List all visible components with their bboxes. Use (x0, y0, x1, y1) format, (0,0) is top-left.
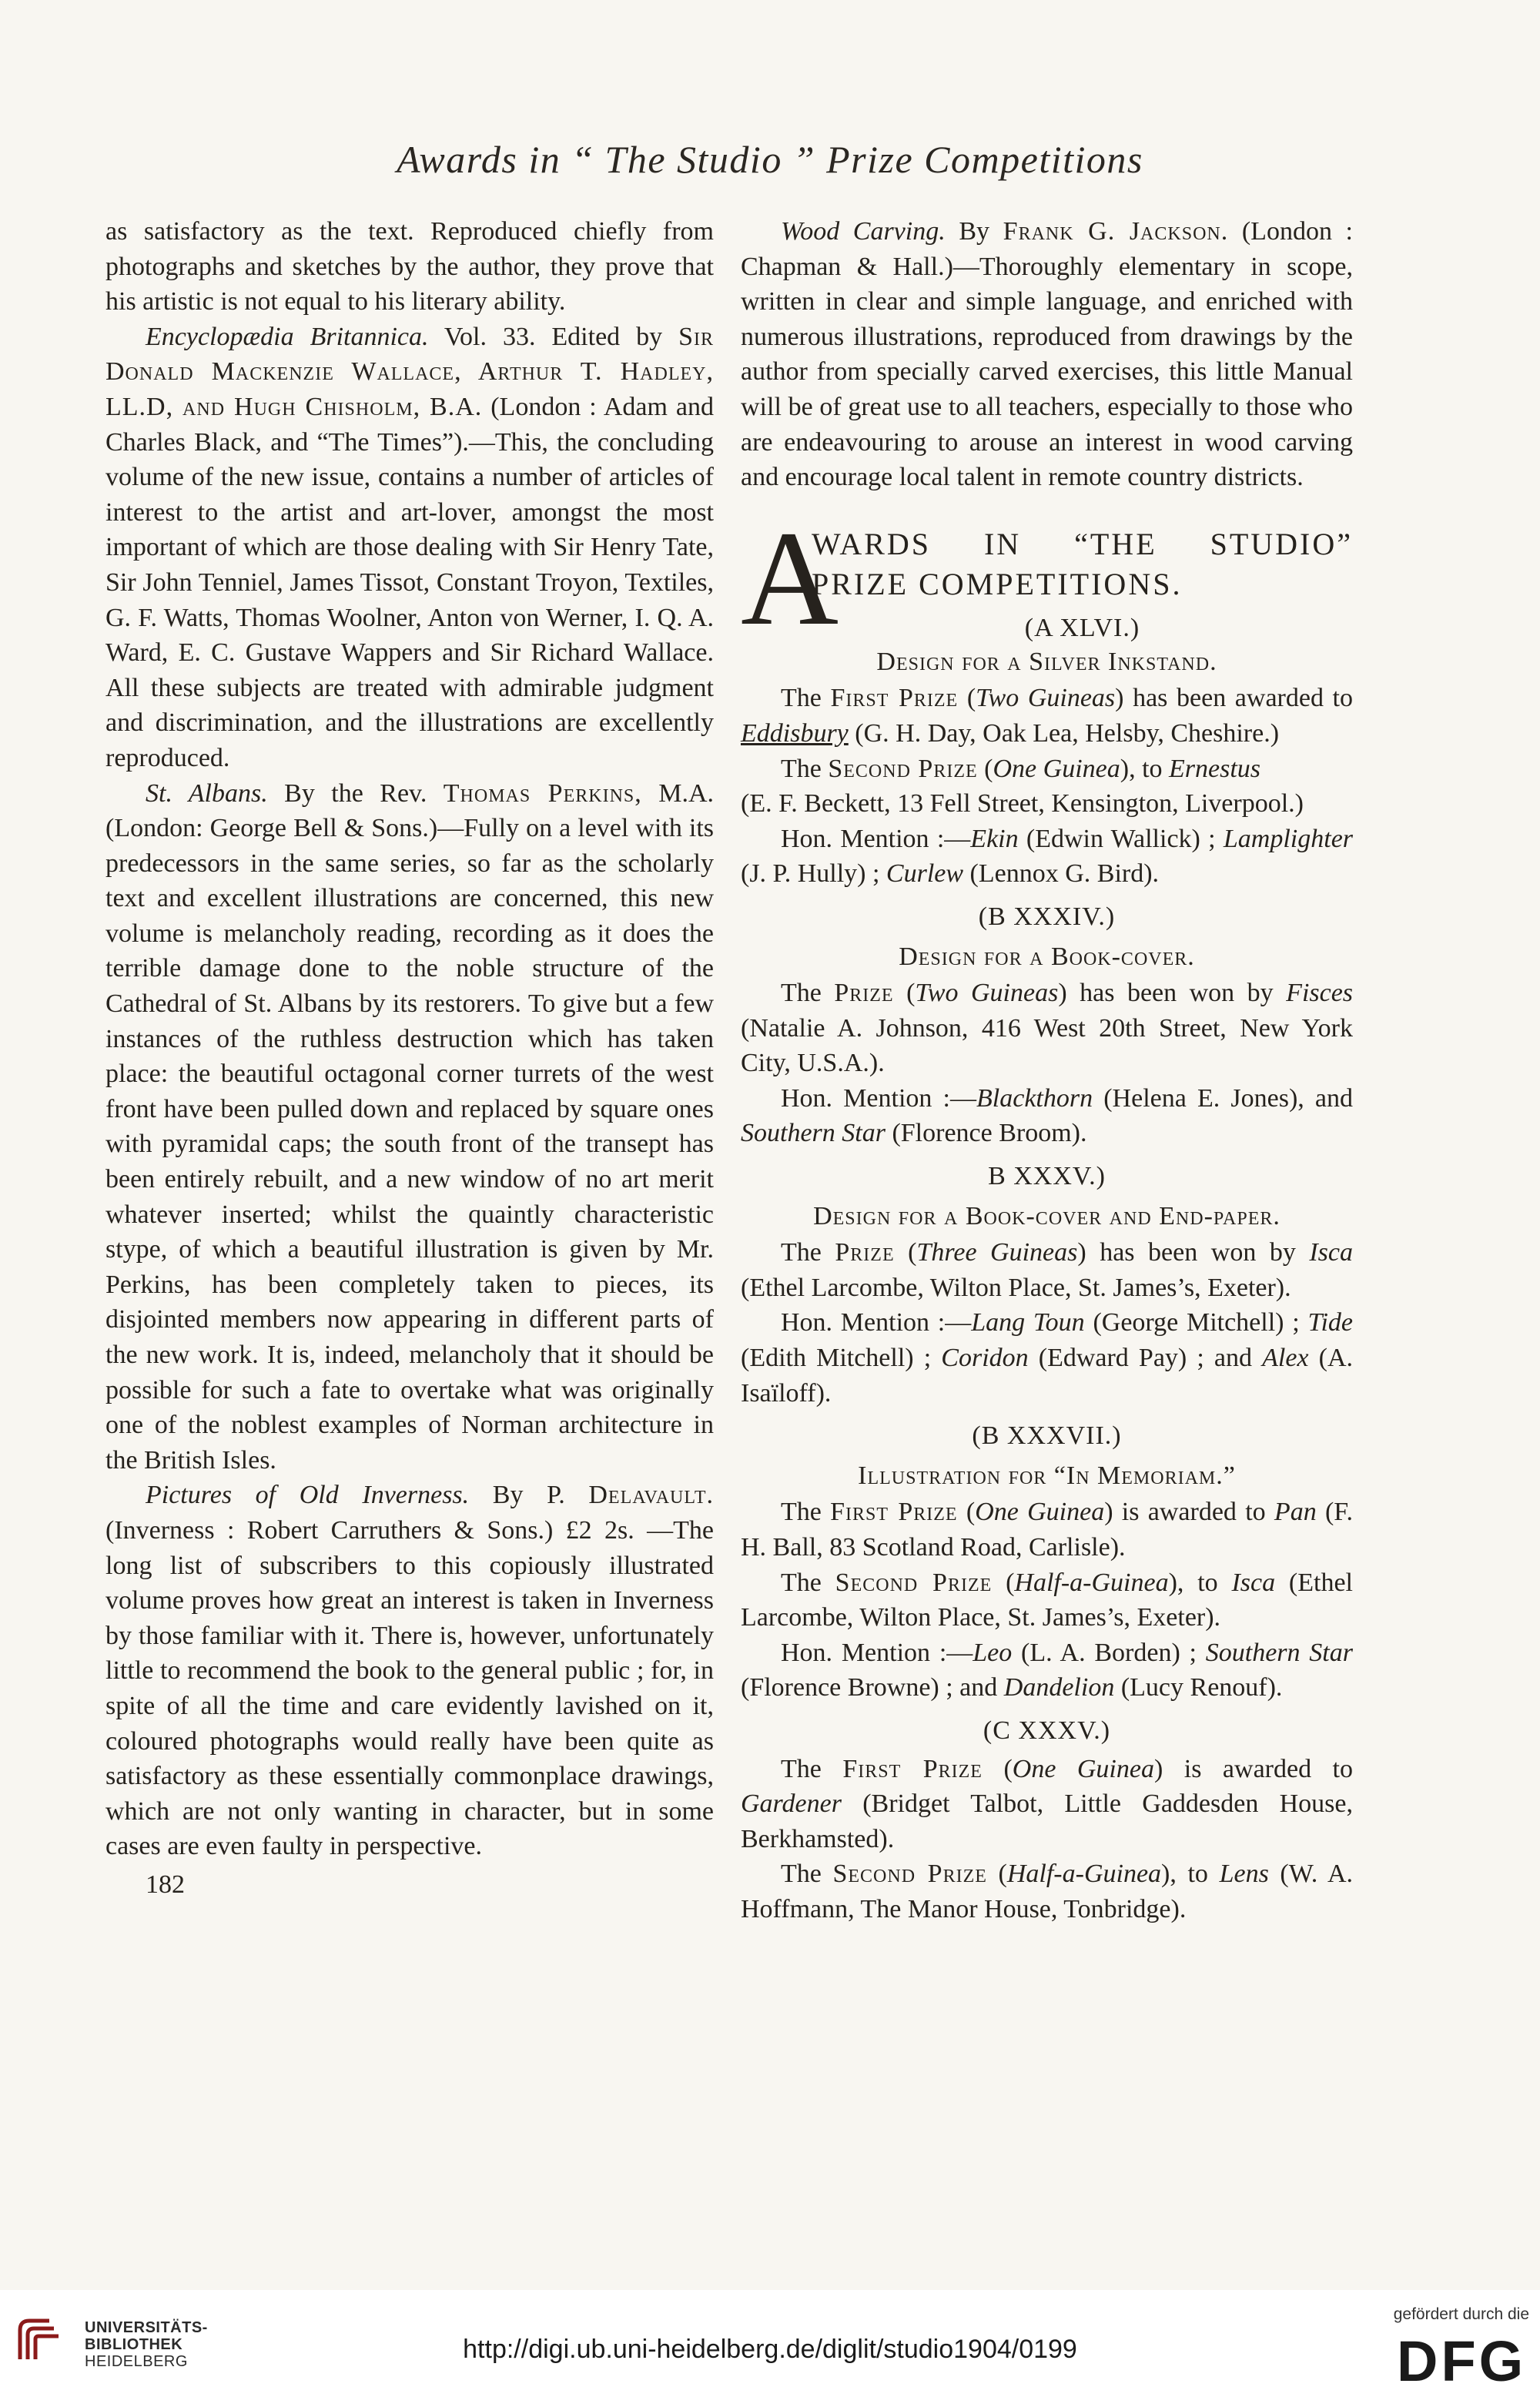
prize-amount: Half-a-Guinea (1006, 1860, 1162, 1889)
hon-mention-label: Hon. Mention :— (781, 1083, 977, 1113)
award-text: , to (1129, 754, 1170, 783)
review-text: By P. (469, 1481, 589, 1510)
book-title: Encyclopædia Britannica. (146, 322, 429, 351)
review-text: M.A. (London: George Bell & Sons.)—Fully on a level with its predecessors in the same series, so far as the scholarly text and excellent illustrations are concerned, this new volume is melancholy reading, recording as it does the terrible damage done to the noble structure of the Cathedral of St. Albans by its restorers. To give but a few instances of the ruthless destruction which has taken place: the beautiful octagonal corner turrets of the west front have been pulled down and replaced by square ones with pyramidal caps; the south front of the transept has been entirely rebuilt, and a new window of no art merit whatever inserted; whilst the quaintly characteristic stype, of which a beautiful illustration is given by Mr. Perkins, has been completely taken to pieces, its disjointed members now appearing in different parts of the new work. It is, indeed, melancholy that it should be possible for such a fate to overtake what was originally one of the noblest examples of Norman architecture in the British Isles. (105, 778, 714, 1475)
section-code: (B XXXIV.) (978, 902, 1116, 931)
review-text: (London : Adam and Charles Black, and “The Times”).—This, the concluding volume of the new issue, contains a number of articles of interest to the artist and art-lover, amongst the most important of which are those dealing with Sir Henry Tate, Sir John Tenniel, James Tissot, Constant Troyon, Textiles, G. F. Watts, Thomas Woolner, Anton von Werner, I. Q. A. Ward, E. C. Gustave Wappers and Sir Richard Wallace. All these subjects are treated with admirable judgment and discrimination, and the illustrations are excellently reproduced. (105, 392, 714, 772)
award-detail: (Florence Broom). (885, 1119, 1087, 1148)
page-number: 182 (146, 1870, 185, 1899)
section-heading: Design for a Book-cover and End-paper. (813, 1201, 1281, 1230)
award-text: The (781, 979, 835, 1008)
prize-label: Prize (834, 979, 894, 1008)
prize-amount: Two Guineas (915, 979, 1059, 1008)
section-code: (C XXXV.) (983, 1716, 1111, 1745)
pseudonym: Lang Toun (971, 1308, 1085, 1337)
award-text: is awarded to (1113, 1498, 1274, 1527)
award-detail: (Ethel Larcombe, Wilton Place, St. James’s, Exeter). (741, 1273, 1291, 1302)
awards-title (812, 524, 1353, 604)
funded-by-label: gefördert durch die (1393, 2305, 1529, 2323)
award-detail: (J. P. Hully) ; (741, 859, 886, 889)
book-title: Wood Carving. (781, 217, 946, 246)
awards-heading (741, 503, 1353, 654)
prize-amount: One Guinea (993, 754, 1120, 783)
honourable-mentions (741, 1305, 1353, 1411)
review-text: (Inverness : Robert Carruthers & Sons.) £2 2s. —The long list of subscribers to this copiously illustrated volume proves how great an interest is taken in Inverness by those familiar with it. There is, however, unfortunately little to recommend the book to the general public ; for, in spite of all the time and care evidently lavished on it, coloured photographs would really have been quite as satisfactory as these essentially commonplace drawings, which are not only wanting in character, but in some cases are even faulty in perspective. (105, 1515, 714, 1861)
pseudonym: Eddisbury (741, 718, 849, 748)
award-detail: (Lennox G. Bird). (963, 859, 1160, 889)
prize-amount: Two Guineas (976, 684, 1116, 713)
running-head: Awards in “ The Studio ” Prize Competitions (397, 138, 1143, 181)
review-pictures-of-old-inverness (105, 1478, 714, 1864)
prize-label: Second Prize (828, 754, 978, 783)
pseudonym: Blackthorn (976, 1083, 1093, 1113)
award-entry: The Prize (Three Guineas) has been won by Isca (Ethel Larcombe, Wilton Place, St. James’s, Exeter). (741, 1238, 1354, 1302)
award-detail: (Edith Mitchell) ; (741, 1344, 942, 1373)
award-text: The (781, 1860, 833, 1889)
award-entry: The Second Prize (Half-a-Guinea), to Lens (W. A. Hoffmann, The Manor House, Tonbridge). (741, 1860, 1353, 1923)
review-st-albans (105, 776, 714, 1478)
pseudonym: Curlew (886, 859, 964, 889)
section-heading: Design for a Book-cover. (899, 942, 1195, 971)
award-detail: (L. A. Borden) ; (1012, 1638, 1206, 1667)
book-author: Delavault. (588, 1481, 714, 1510)
prize-amount: One Guinea (1012, 1754, 1154, 1783)
section-heading: Design for a Silver Inkstand. (876, 647, 1217, 676)
prize-label: First Prize (842, 1754, 983, 1783)
paragraph-continuation: as satisfactory as the text. Reproduced chiefly from photographs and sketches by the author, they prove that his artistic is not equal to his literary ability. (105, 217, 714, 316)
prize-label: First Prize (830, 1498, 958, 1527)
hon-mention-label: Hon. Mention :— (781, 1308, 972, 1337)
award-text: is awarded to (1163, 1754, 1353, 1783)
book-title: St. Albans. (146, 778, 268, 808)
award-text: , to (1170, 1860, 1220, 1889)
pseudonym: Leo (973, 1638, 1013, 1667)
award-entry: The Second Prize (One Guinea), to Ernestus (E. F. Beckett, 13 Fell Street, Kensington, Liverpool.) (741, 754, 1304, 819)
section-code: (B XXXVII.) (972, 1421, 1122, 1451)
section-code: (A XLVI.) (1024, 613, 1140, 642)
section-heading: Illustration for “In Memoriam.” (858, 1461, 1236, 1490)
review-text: (London : Chapman & Hall.)—Thoroughly elementary in scope, written in clear and simple language, and enriched with numerous illustrations, reproduced from drawings by the author from specially carved exercises, this little Manual will be of great use to all teachers, especially to those who are endeavouring to arouse an interest in wood carving and encourage local talent in remote country districts. (741, 217, 1353, 492)
prize-label: Second Prize (832, 1860, 987, 1889)
book-author: Thomas Perkins, (443, 778, 642, 808)
award-entry: The Second Prize (Half-a-Guinea), to Isca (Ethel Larcombe, Wilton Place, St. James’s, Exeter). (741, 1568, 1353, 1632)
section-code: B XXXV.) (988, 1162, 1106, 1191)
dfg-logo-icon (1394, 2332, 1529, 2387)
award-text: The (781, 754, 829, 783)
award-detail: (Florence Browne) ; and (741, 1673, 1004, 1702)
prize-label: Second Prize (835, 1568, 993, 1597)
pseudonym: Lens (1219, 1860, 1269, 1889)
drop-cap: A (741, 503, 839, 654)
award-text: has been won by (1086, 1238, 1310, 1267)
pseudonym: Pan (1274, 1498, 1317, 1527)
award-entry: The First Prize (One Guinea) is awarded to Gardener (Bridget Talbot, Little Gaddesden House, Berkhamsted). (741, 1754, 1353, 1853)
review-text: Vol. 33. Edited by (428, 322, 679, 351)
prize-label: First Prize (830, 684, 959, 713)
pseudonym: Ekin (970, 824, 1019, 853)
award-detail: (Natalie A. Johnson, 416 West 20th Street, New York City, U.S.A.). (741, 1013, 1353, 1078)
library-name-line: BIBLIOTHEK (85, 2336, 183, 2353)
award-detail: (Bridget Talbot, Little Gaddesden House, Berkhamsted). (741, 1789, 1353, 1853)
awards-title-line-1: WARDS IN “THE STUDIO” (812, 526, 1353, 561)
pseudonym: Southern Star (1205, 1638, 1353, 1667)
award-detail: (Helena E. Jones), and (1093, 1083, 1353, 1113)
award-text: has been awarded to (1123, 684, 1353, 713)
award-entry: The First Prize (One Guinea) is awarded to Pan (F. H. Ball, 83 Scotland Road, Carlisle). (741, 1498, 1353, 1562)
review-text: By (945, 217, 1003, 246)
award-text: The (781, 1568, 835, 1597)
award-detail: (A. Isaïloff). (741, 1344, 1353, 1408)
award-detail: (G. H. Day, Oak Lea, Helsby, Cheshire.) (848, 718, 1280, 748)
pseudonym: Ernestus (1169, 754, 1261, 783)
pseudonym: Fisces (1286, 979, 1354, 1008)
honourable-mentions (741, 1081, 1353, 1151)
honourable-mentions (741, 822, 1353, 892)
dfg-logo-text: DFG (1397, 2332, 1527, 2387)
review-wood-carving (741, 214, 1353, 495)
pseudonym: Tide (1307, 1308, 1354, 1337)
award-text: The (781, 1498, 831, 1527)
award-detail: (Edward Pay) ; and (1028, 1344, 1263, 1373)
library-name-line: UNIVERSITÄTS- (85, 2319, 208, 2336)
library-name-line: HEIDELBERG (85, 2353, 188, 2370)
award-detail: (George Mitchell) ; (1084, 1308, 1308, 1337)
award-detail: (E. F. Beckett, 13 Fell Street, Kensington, Liverpool.) (741, 789, 1304, 819)
pseudonym: Gardener (741, 1789, 842, 1819)
award-text: has been won by (1066, 979, 1287, 1008)
honourable-mentions (741, 1635, 1353, 1706)
pseudonym: Isca (1231, 1568, 1276, 1597)
review-encyclopaedia-britannica (105, 320, 714, 776)
pseudonym: Lamplighter (1223, 824, 1354, 853)
book-title: Pictures of Old Inverness. (146, 1481, 470, 1510)
prize-label: Prize (835, 1238, 895, 1267)
prize-amount: Half-a-Guinea (1014, 1568, 1169, 1597)
review-text: By the Rev. (267, 778, 444, 808)
pseudonym: Coridon (941, 1344, 1029, 1373)
award-detail: (F. H. Ball, 83 Scotland Road, Carlisle). (741, 1498, 1353, 1562)
award-detail: (Ethel Larcombe, Wilton Place, St. James’s, Exeter). (741, 1568, 1353, 1632)
footer-bar (0, 2290, 1540, 2397)
award-detail: (Lucy Renouf). (1114, 1673, 1283, 1702)
source-url-link[interactable]: http://digi.ub.uni-heidelberg.de/diglit/studio1904/0199 (463, 2335, 1077, 2364)
right-column (741, 214, 1353, 1927)
left-column (105, 214, 714, 1903)
pseudonym: Alex (1262, 1344, 1309, 1373)
award-detail: (W. A. Hoffmann, The Manor House, Tonbridge). (741, 1860, 1353, 1923)
pseudonym: Isca (1309, 1238, 1354, 1267)
book-author: Frank G. Jackson. (1003, 217, 1229, 246)
prize-amount: One Guinea (975, 1498, 1105, 1527)
awards-title-line-2: PRIZE COMPETITIONS. (812, 566, 1183, 601)
pseudonym: Dandelion (1003, 1673, 1115, 1702)
pseudonym: Southern Star (741, 1119, 886, 1148)
award-entry: The Prize (Two Guineas) has been won by Fisces (Natalie A. Johnson, 416 West 20th Street, New York City, U.S.A.). (741, 979, 1354, 1078)
award-entry: The First Prize (Two Guineas) has been awarded to Eddisbury (G. H. Day, Oak Lea, Helsby, Cheshire.) (741, 684, 1353, 748)
award-text: , to (1177, 1568, 1232, 1597)
award-text: The (781, 1754, 843, 1783)
award-detail: (Edwin Wallick) ; (1018, 824, 1224, 853)
book-editors: Sir Donald Mackenzie Wallace, Arthur T. Hadley, LL.D, and Hugh Chisholm, B.A. (105, 322, 714, 421)
award-text: The (781, 684, 831, 713)
hon-mention-label: Hon. Mention :— (781, 1638, 973, 1667)
hon-mention-label: Hon. Mention :— (781, 824, 971, 853)
award-text: The (781, 1238, 835, 1267)
prize-amount: Three Guineas (916, 1238, 1078, 1267)
